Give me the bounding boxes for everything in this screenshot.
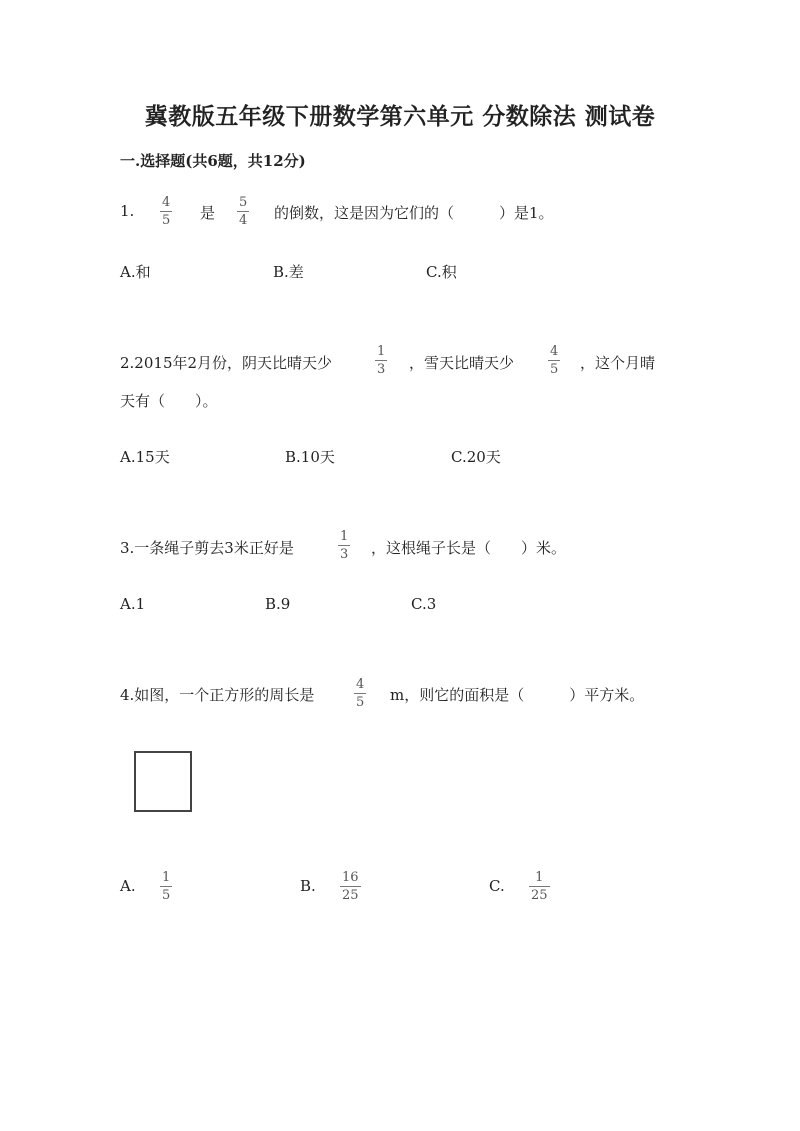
option-c: C.3 — [411, 595, 437, 613]
option-a-fraction — [160, 871, 172, 902]
question-text: ，这个月晴 — [580, 354, 656, 372]
denominator: 3 — [377, 362, 386, 377]
fraction — [160, 196, 172, 227]
question-text: 4.如图，一个正方形的周长是 — [120, 686, 315, 704]
option-a-label: A. — [120, 877, 136, 895]
question-text: ，这根绳子长是（ ）米。 — [371, 539, 567, 557]
denominator: 3 — [340, 547, 349, 562]
fraction — [548, 345, 560, 376]
fraction — [375, 345, 387, 376]
fraction — [354, 678, 366, 709]
option-c: C.20天 — [451, 448, 501, 466]
option-a: A.和 — [120, 263, 151, 281]
question-text: 天有（ ）。 — [120, 392, 218, 410]
numerator: 4 — [162, 195, 171, 210]
numerator: 4 — [356, 677, 365, 692]
page-title: 冀教版五年级下册数学第六单元 分数除法 测试卷 — [144, 103, 656, 130]
section-heading: 一.选择题(共6题，共12分) — [120, 152, 306, 170]
option-b-label: B. — [300, 877, 316, 895]
numerator: 1 — [162, 870, 171, 885]
denominator: 5 — [550, 362, 559, 377]
numerator: 16 — [342, 870, 359, 885]
question-text: ，雪天比晴天少 — [409, 354, 515, 372]
question-text: m，则它的面积是（ ）平方米。 — [390, 686, 645, 704]
fraction — [237, 196, 249, 227]
numerator: 4 — [550, 344, 559, 359]
fraction — [338, 530, 350, 561]
numerator: 1 — [377, 344, 386, 359]
option-a: A.1 — [120, 595, 146, 613]
square-figure — [134, 751, 192, 812]
question-text: 的倒数，这是因为它们的（ ）是1。 — [274, 204, 554, 222]
question-text: 2.2015年2月份，阴天比晴天少 — [120, 354, 333, 372]
denominator: 5 — [162, 213, 171, 228]
denominator: 5 — [162, 888, 171, 903]
option-b: B.差 — [273, 263, 304, 281]
option-b-fraction — [340, 871, 361, 902]
denominator: 25 — [531, 888, 548, 903]
option-a: A.15天 — [120, 448, 170, 466]
question-text: 是 — [200, 204, 216, 222]
option-b: B.10天 — [285, 448, 335, 466]
option-c-fraction — [529, 871, 550, 902]
denominator: 4 — [239, 213, 248, 228]
option-b: B.9 — [265, 595, 291, 613]
numerator: 5 — [239, 195, 248, 210]
option-c-label: C. — [489, 877, 505, 895]
denominator: 25 — [342, 888, 359, 903]
denominator: 5 — [356, 695, 365, 710]
numerator: 1 — [535, 870, 544, 885]
question-text: 3.一条绳子剪去3米正好是 — [120, 539, 294, 557]
question-number: 1. — [120, 202, 135, 220]
option-c: C.积 — [426, 263, 457, 281]
numerator: 1 — [340, 529, 349, 544]
